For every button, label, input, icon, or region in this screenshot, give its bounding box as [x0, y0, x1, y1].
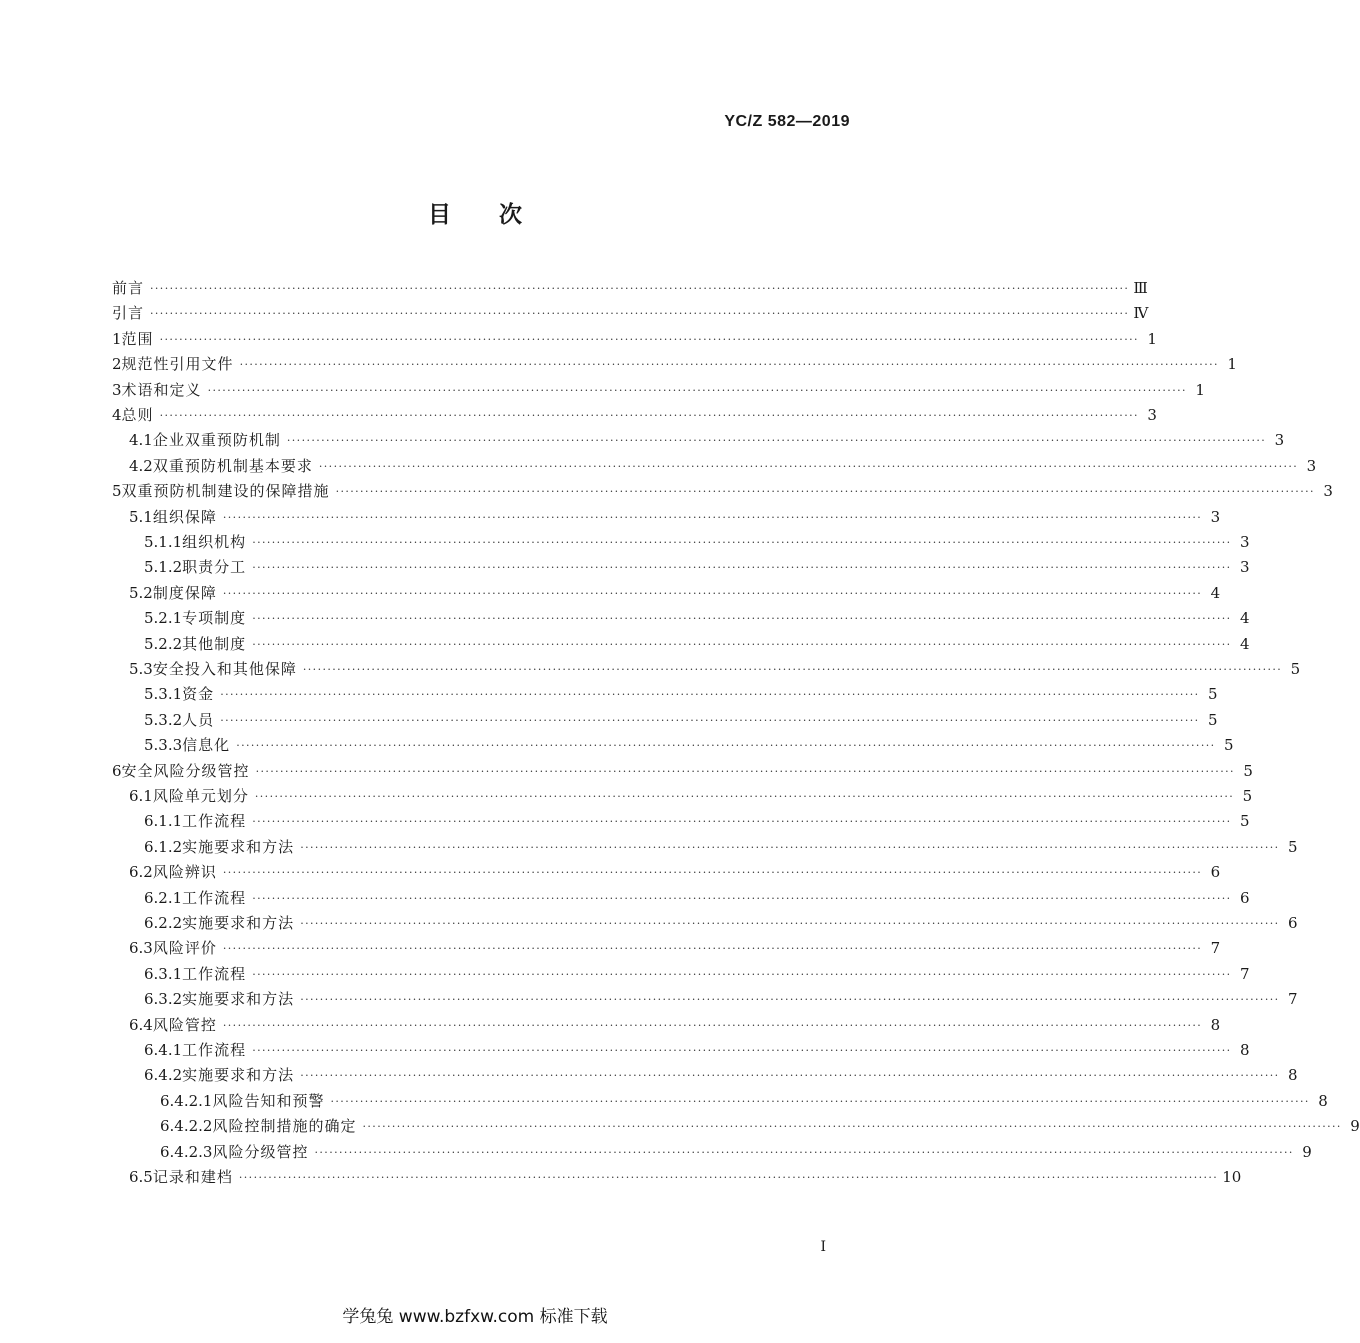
toc-leader-dots: ········································································································································································································ [318, 459, 1299, 473]
toc-entry-label: 工作流程 [182, 1041, 247, 1059]
toc-entry[interactable] [112, 630, 1250, 654]
toc-entry-page: 9 [1350, 1117, 1360, 1136]
toc-entry-number: 6.2.1 [144, 888, 183, 907]
toc-entry[interactable] [112, 503, 1221, 527]
toc-entry-number: 5.1 [129, 507, 153, 526]
toc-entry-label: 安全风险分级管控 [121, 761, 250, 780]
toc-entry-number: 6 [112, 761, 122, 780]
toc-entry-label: 引言 [112, 304, 145, 323]
toc-entry-page: 10 [1222, 1168, 1242, 1186]
toc-entry-number: 1 [112, 329, 122, 348]
toc-entry-number: 5.1.1 [144, 533, 183, 551]
toc-entry-page: 3 [1323, 482, 1333, 501]
toc-leader-dots: ········································································································································································································ [150, 282, 1130, 295]
toc-entry-page: 7 [1239, 964, 1250, 983]
toc-entry-page: 5 [1207, 710, 1218, 729]
toc-entry-page: 3 [1147, 406, 1157, 424]
toc-entry[interactable] [112, 731, 1234, 755]
toc-leader-dots: ········································································································································································································ [252, 815, 1232, 829]
toc-entry-page: 3 [1239, 558, 1250, 577]
toc-entry[interactable] [112, 528, 1250, 552]
toc-leader-dots: ········································································································································································································ [300, 1069, 1280, 1083]
toc-entry-label: 实施要求和方法 [182, 1066, 295, 1085]
toc-entry-number: 6.4.1 [144, 1041, 183, 1059]
page-title: 目次 [428, 202, 570, 228]
toc-leader-dots: ········································································································································································································ [252, 612, 1232, 626]
toc-entry[interactable] [112, 1163, 1242, 1187]
toc-leader-dots: ········································································································································································································ [222, 942, 1203, 956]
toc-leader-dots: ········································································································································································································ [222, 1018, 1203, 1032]
toc-entry-number: 6.5 [129, 1168, 153, 1186]
toc-entry-page: 7 [1210, 939, 1221, 958]
toc-entry-page: 4 [1239, 634, 1250, 653]
toc-entry-label: 工作流程 [182, 964, 247, 983]
toc-entry-label: 术语和定义 [121, 380, 202, 399]
toc-leader-dots: ········································································································································································································ [254, 790, 1235, 803]
toc-entry[interactable] [112, 477, 1333, 501]
toc-entry-page: 6 [1210, 863, 1221, 882]
toc-entry-number: 6.3.2 [144, 990, 183, 1009]
toc-entry-page: 4 [1239, 609, 1250, 628]
toc-entry-number: 6.1.2 [144, 837, 183, 856]
toc-entry-label: 职责分工 [182, 558, 247, 577]
toc-leader-dots: ········································································································································································································ [362, 1120, 1342, 1134]
toc-entry[interactable] [112, 604, 1250, 628]
toc-entry-label: 组织机构 [182, 533, 247, 551]
toc-entry-label: 风险告知和预警 [212, 1091, 325, 1110]
toc-entry[interactable] [112, 426, 1285, 450]
toc-entry-number: 5.1.2 [144, 558, 183, 577]
toc-entry-label: 风险辨识 [152, 863, 217, 882]
toc-entry-number: 6.3.1 [144, 964, 183, 983]
toc-entry-number: 6.3 [129, 939, 153, 958]
toc-entry-page: 3 [1239, 533, 1250, 551]
toc-entry-number: 4.2 [129, 456, 153, 475]
toc-entry-number: 3 [112, 380, 122, 399]
toc-entry-number: 5.3.2 [144, 710, 183, 729]
toc-entry[interactable] [112, 706, 1218, 730]
toc-entry[interactable] [112, 884, 1250, 908]
toc-entry-label: 总则 [121, 406, 154, 424]
toc-entry-label: 规范性引用文件 [121, 355, 234, 374]
toc-entry[interactable] [112, 680, 1218, 704]
toc-entry-page: 5 [1239, 812, 1250, 831]
toc-entry-label: 范围 [121, 329, 154, 348]
toc-entry-label: 安全投入和其他保障 [152, 660, 297, 678]
toc-entry-page: 6 [1287, 914, 1298, 932]
toc-entry-page: 1 [1147, 329, 1157, 348]
toc-entry[interactable] [112, 452, 1317, 476]
toc-entry-page: 8 [1287, 1066, 1298, 1085]
toc-entry-number: 6.2.2 [144, 914, 183, 932]
toc-entry-label: 实施要求和方法 [182, 990, 295, 1009]
toc-entry[interactable] [112, 807, 1250, 831]
toc-entry-number: 5.3.3 [144, 736, 183, 755]
toc-entry[interactable] [112, 782, 1253, 806]
toc-leader-dots: ········································································································································································································ [220, 688, 1200, 702]
toc-leader-dots: ········································································································································································································ [252, 1044, 1232, 1057]
toc-entry-page: 1 [1195, 380, 1205, 399]
toc-entry[interactable] [112, 909, 1298, 933]
toc-entry-page: 5 [1207, 685, 1218, 704]
toc-entry[interactable] [112, 1112, 1360, 1136]
toc-entry[interactable] [112, 1036, 1250, 1060]
toc-entry[interactable] [112, 350, 1237, 374]
watermark-footer: 学兔兔 www.bzfxw.com 标准下载 [342, 1307, 608, 1327]
toc-leader-dots: ········································································································································································································ [222, 586, 1203, 600]
toc-entry[interactable] [112, 553, 1250, 577]
toc-entry-label: 双重预防机制建设的保障措施 [121, 482, 330, 501]
toc-entry-number: 5.3.1 [144, 685, 183, 704]
toc-entry-page: 5 [1223, 736, 1234, 755]
toc-entry-page: 7 [1287, 990, 1298, 1009]
toc-entry-label: 风险评价 [152, 939, 217, 958]
toc-entry-number: 5.2.2 [144, 634, 183, 653]
toc-entry-page: 3 [1306, 456, 1317, 475]
toc-entry-label: 制度保障 [152, 583, 217, 602]
toc-leader-dots: ········································································································································································································ [220, 713, 1200, 727]
toc-entry[interactable] [112, 1138, 1312, 1162]
toc-entry-label: 资金 [182, 685, 215, 704]
toc-entry-label: 风险单元划分 [152, 787, 249, 805]
toc-entry[interactable] [112, 579, 1221, 603]
toc-entry-label: 信息化 [182, 736, 231, 755]
toc-entry[interactable] [112, 299, 1149, 323]
toc-entry-label: 人员 [182, 710, 215, 729]
toc-entry[interactable] [112, 858, 1221, 882]
toc-entry-page: 3 [1210, 507, 1221, 526]
toc-entry-label: 实施要求和方法 [182, 837, 295, 856]
toc-entry[interactable] [112, 325, 1157, 349]
toc-entry-number: 2 [112, 355, 122, 374]
toc-entry-label: 记录和建档 [152, 1168, 233, 1186]
toc-leader-dots: ········································································································································································································ [222, 866, 1203, 880]
toc-entry-label: 组织保障 [152, 507, 217, 526]
toc-entry[interactable] [112, 833, 1298, 857]
toc-leader-dots: ········································································································································································································ [222, 510, 1203, 524]
toc-entry[interactable] [112, 401, 1157, 425]
toc-leader-dots: ········································································································································································································ [239, 358, 1219, 372]
toc-leader-dots: ········································································································································································································ [236, 739, 1216, 753]
toc-entry-number: 6.2 [129, 863, 153, 882]
toc-entry-page: 1 [1227, 355, 1237, 374]
toc-entry-label: 风险管控 [152, 1015, 217, 1034]
toc-leader-dots: ········································································································································································································ [314, 1145, 1294, 1159]
toc-entry[interactable] [112, 757, 1253, 781]
toc-entry-number: 5.2.1 [144, 609, 183, 628]
toc-entry-number: 4 [112, 406, 122, 424]
toc-entry-number: 4.1 [129, 431, 153, 450]
toc-leader-dots: ········································································································································································································ [286, 434, 1267, 448]
toc-entry-number: 6.4 [129, 1015, 153, 1034]
toc-leader-dots: ········································································································································································································ [300, 840, 1280, 854]
toc-leader-dots: ········································································································································································································ [335, 485, 1315, 499]
toc-leader-dots: ········································································································································································································ [252, 891, 1232, 905]
toc-leader-dots: ········································································································································································································ [252, 561, 1232, 575]
toc-entry-number: 6.1 [129, 787, 153, 805]
toc-leader-dots: ········································································································································································································ [252, 536, 1232, 549]
toc-entry-number: 6.1.1 [144, 812, 183, 831]
toc-entry-label: 风险控制措施的确定 [212, 1117, 357, 1136]
toc-entry-number: 6.4.2 [144, 1066, 183, 1085]
toc-leader-dots: ········································································································································································································ [252, 967, 1232, 981]
toc-leader-dots: ········································································································································································································ [238, 1171, 1219, 1184]
toc-entry-page: 8 [1210, 1015, 1221, 1034]
document-code: YC/Z 582—2019 [724, 113, 850, 130]
toc-leader-dots: ········································································································································································································ [207, 383, 1187, 397]
toc-leader-dots: ········································································································································································································ [159, 332, 1139, 346]
toc-entry[interactable] [112, 934, 1221, 958]
toc-entry-page: 5 [1287, 837, 1298, 856]
toc-entry-page: 5 [1243, 761, 1253, 780]
toc-entry[interactable] [112, 376, 1205, 400]
toc-leader-dots: ········································································································································································································ [252, 637, 1232, 651]
toc-leader-dots: ········································································································································································································ [302, 663, 1283, 676]
toc-entry-label: 企业双重预防机制 [152, 431, 281, 450]
toc-entry-label: 专项制度 [182, 609, 247, 628]
toc-entry-page: 8 [1239, 1041, 1250, 1059]
toc-entry[interactable] [112, 274, 1148, 298]
toc-leader-dots: ········································································································································································································ [300, 917, 1280, 930]
toc-entry[interactable] [112, 985, 1298, 1009]
toc-leader-dots: ········································································································································································································ [255, 764, 1235, 778]
toc-entry[interactable] [112, 1011, 1221, 1035]
toc-entry-page: 5 [1242, 787, 1253, 805]
toc-entry-page: 4 [1210, 583, 1221, 602]
toc-entry-label: 前言 [112, 279, 145, 297]
toc-entry-label: 风险分级管控 [212, 1142, 309, 1161]
toc-leader-dots: ········································································································································································································ [330, 1094, 1310, 1108]
toc-entry-page: 5 [1290, 660, 1301, 678]
toc-entry-number: 6.4.2.1 [160, 1091, 213, 1110]
toc-entry-label: 工作流程 [182, 812, 247, 831]
toc-entry-page: Ⅲ [1133, 279, 1148, 297]
toc-leader-dots: ········································································································································································································ [150, 307, 1130, 321]
toc-entry-number: 6.4.2.2 [160, 1117, 213, 1136]
toc-leader-dots: ········································································································································································································ [300, 993, 1280, 1007]
toc-entry-page: 3 [1274, 431, 1285, 450]
toc-entry-label: 双重预防机制基本要求 [152, 456, 313, 475]
toc-entry-number: 6.4.2.3 [160, 1142, 213, 1161]
toc-entry-label: 工作流程 [182, 888, 247, 907]
toc-entry-label: 实施要求和方法 [182, 914, 295, 932]
toc-entry[interactable] [112, 655, 1301, 679]
toc-entry-number: 5.2 [129, 583, 153, 602]
toc-entry[interactable] [112, 1087, 1328, 1111]
toc-entry[interactable] [112, 960, 1250, 984]
toc-entry-page: 6 [1239, 888, 1250, 907]
toc-entry-page: 8 [1318, 1091, 1328, 1110]
toc-entry-number: 5.3 [129, 660, 153, 678]
toc-leader-dots: ········································································································································································································ [159, 409, 1139, 422]
toc-entry-page: Ⅳ [1133, 304, 1149, 323]
toc-entry[interactable] [112, 1061, 1298, 1085]
toc-entry-number: 5 [112, 482, 122, 501]
page-number: I [820, 1239, 826, 1255]
toc-entry-page: 9 [1302, 1142, 1312, 1161]
toc-entry-label: 其他制度 [182, 634, 247, 653]
